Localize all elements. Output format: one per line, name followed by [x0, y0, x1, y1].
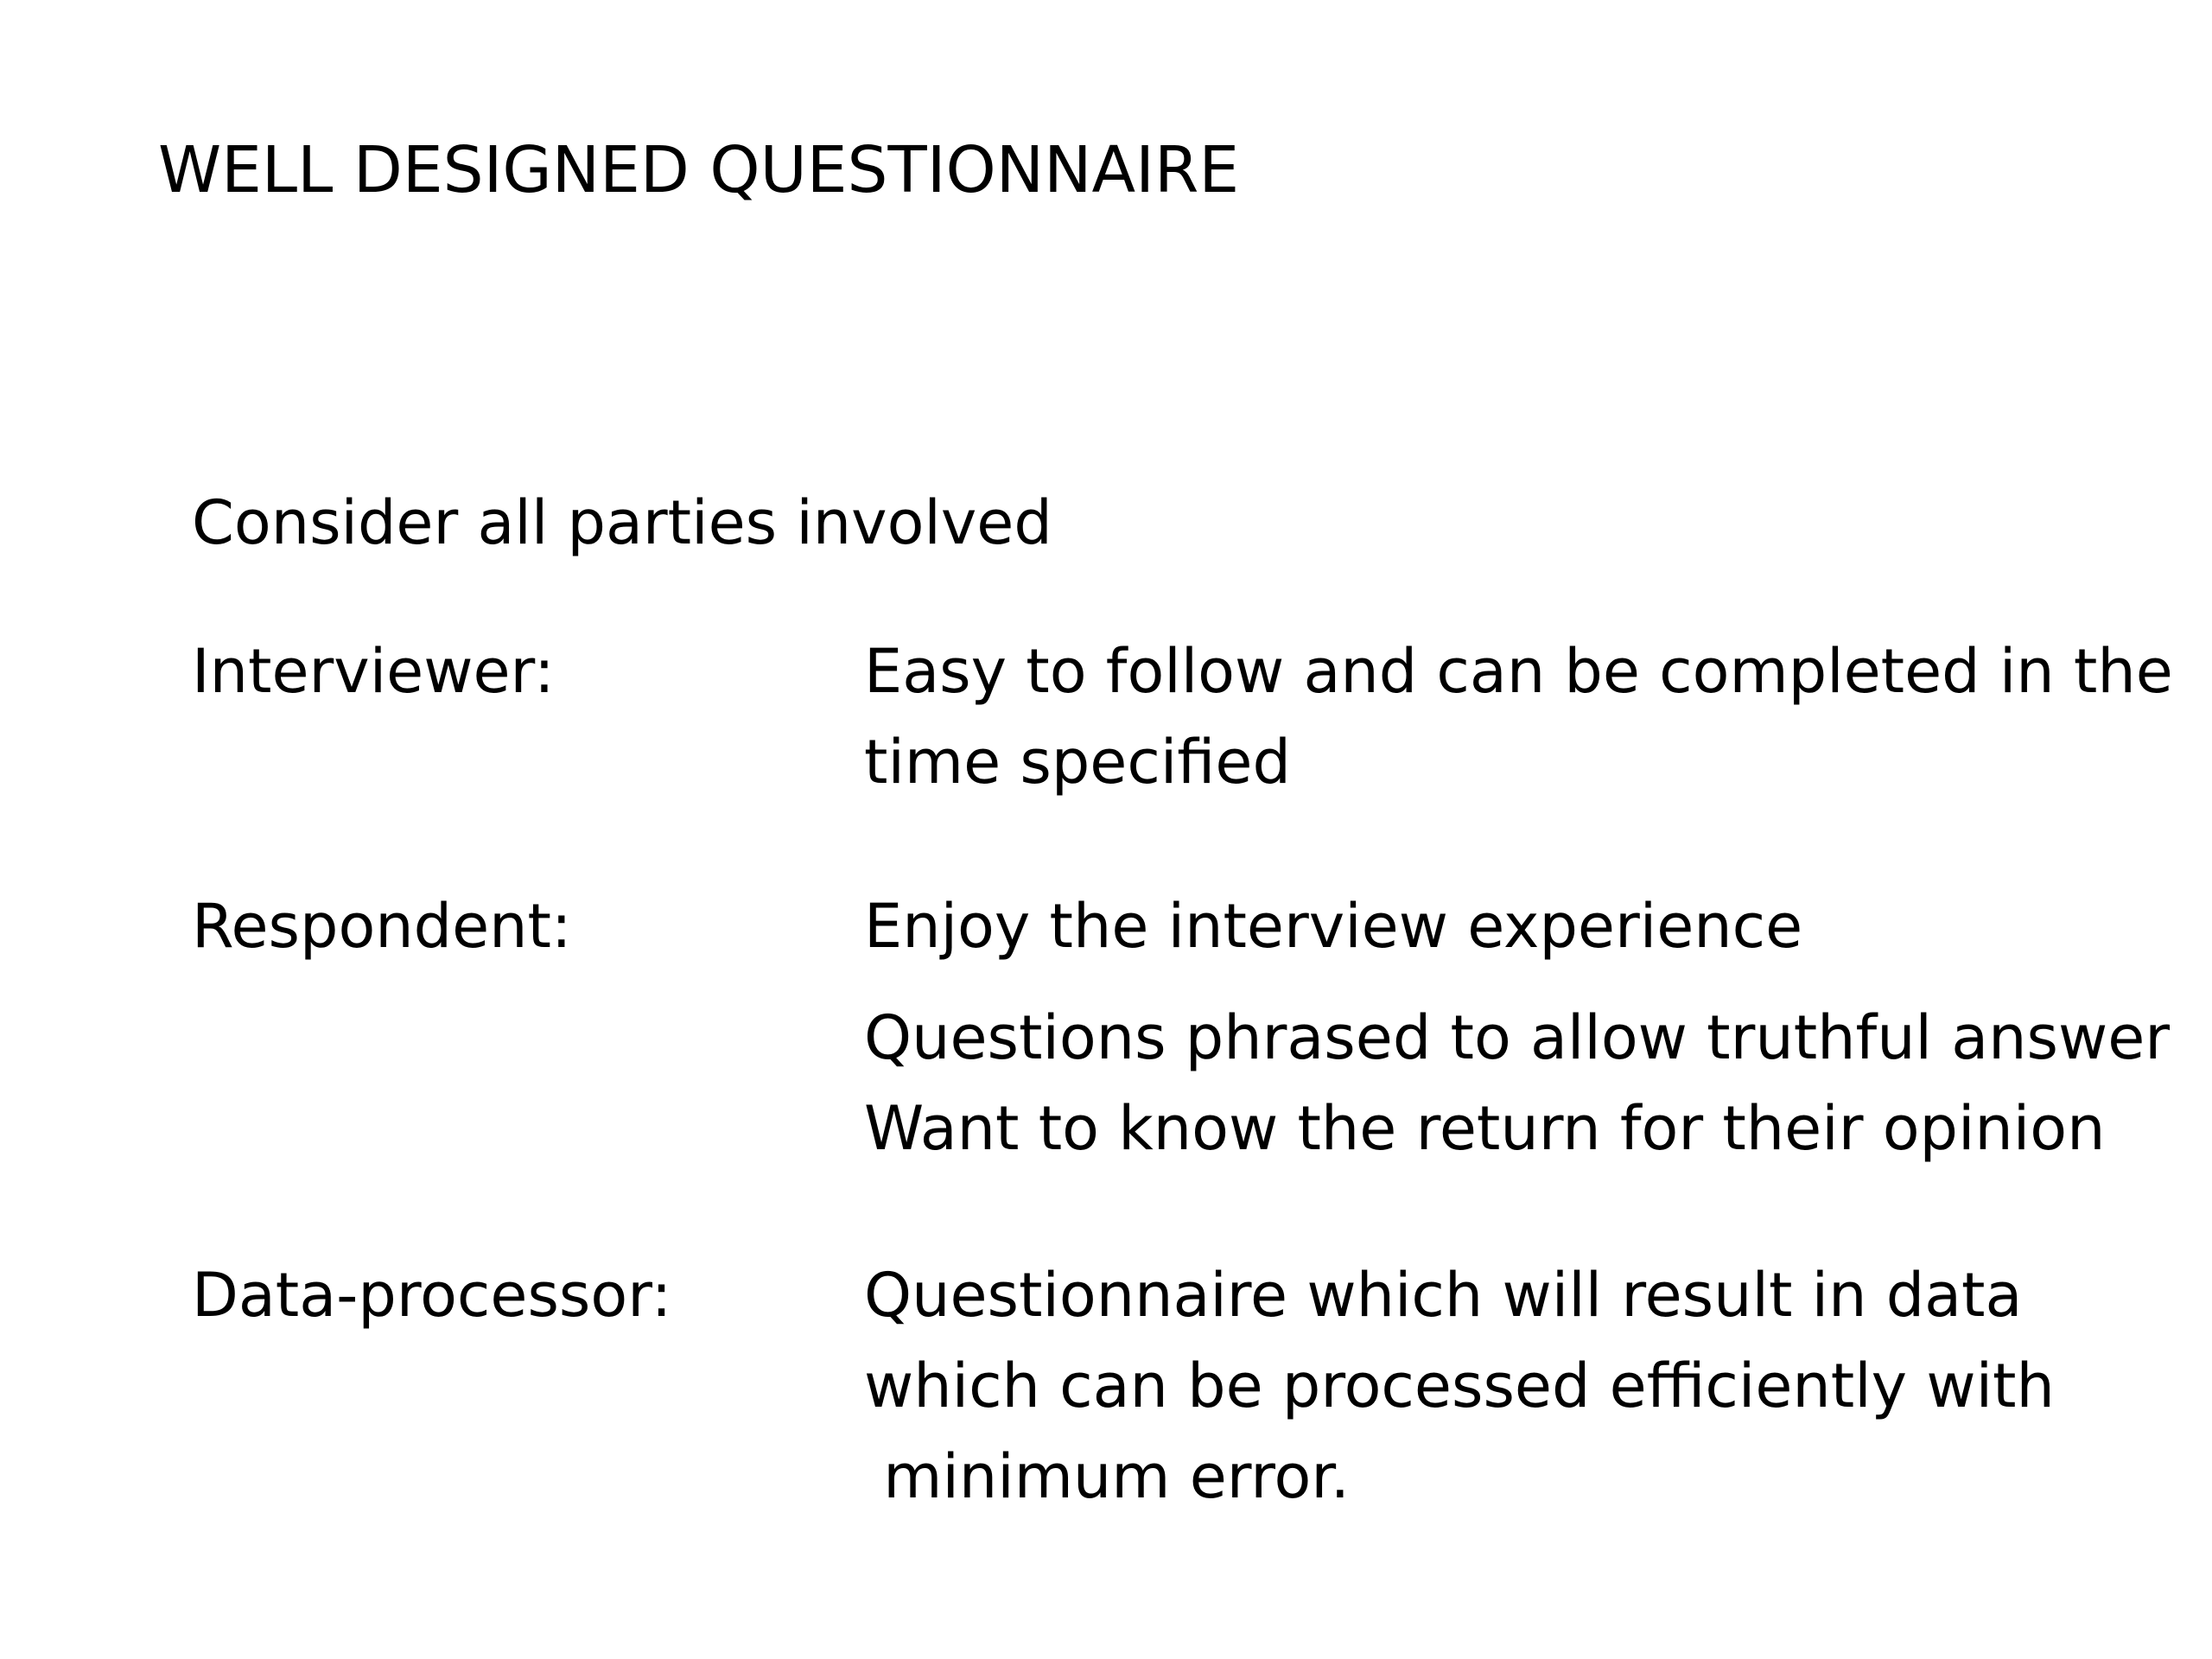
row-label-respondent: Respondent: [192, 891, 572, 962]
row-label-data-processor: Data-processor: [192, 1260, 672, 1331]
row-desc-respondent-line-2: Questions phrased to allow truthful answer [864, 1002, 2171, 1073]
row-desc-respondent-line-3: Want to know the return for their opinion [864, 1093, 2106, 1164]
row-desc-respondent-line-1: Enjoy the interview experience [864, 891, 1803, 962]
slide-title: WELL DESIGNED QUESTIONNAIRE [158, 133, 1240, 207]
row-desc-interviewer-line-2: time specified [864, 727, 1291, 798]
intro-text: Consider all parties involved [192, 487, 1052, 558]
row-label-interviewer: Interviewer: [192, 636, 555, 707]
row-desc-data-processor-line-3: minimum error. [864, 1441, 1350, 1512]
row-desc-interviewer-line-1: Easy to follow and can be completed in the [864, 636, 2173, 707]
row-desc-data-processor-line-1: Questionnaire which will result in data [864, 1260, 2023, 1331]
row-desc-data-processor-line-2: which can be processed efficiently with [864, 1351, 2055, 1421]
